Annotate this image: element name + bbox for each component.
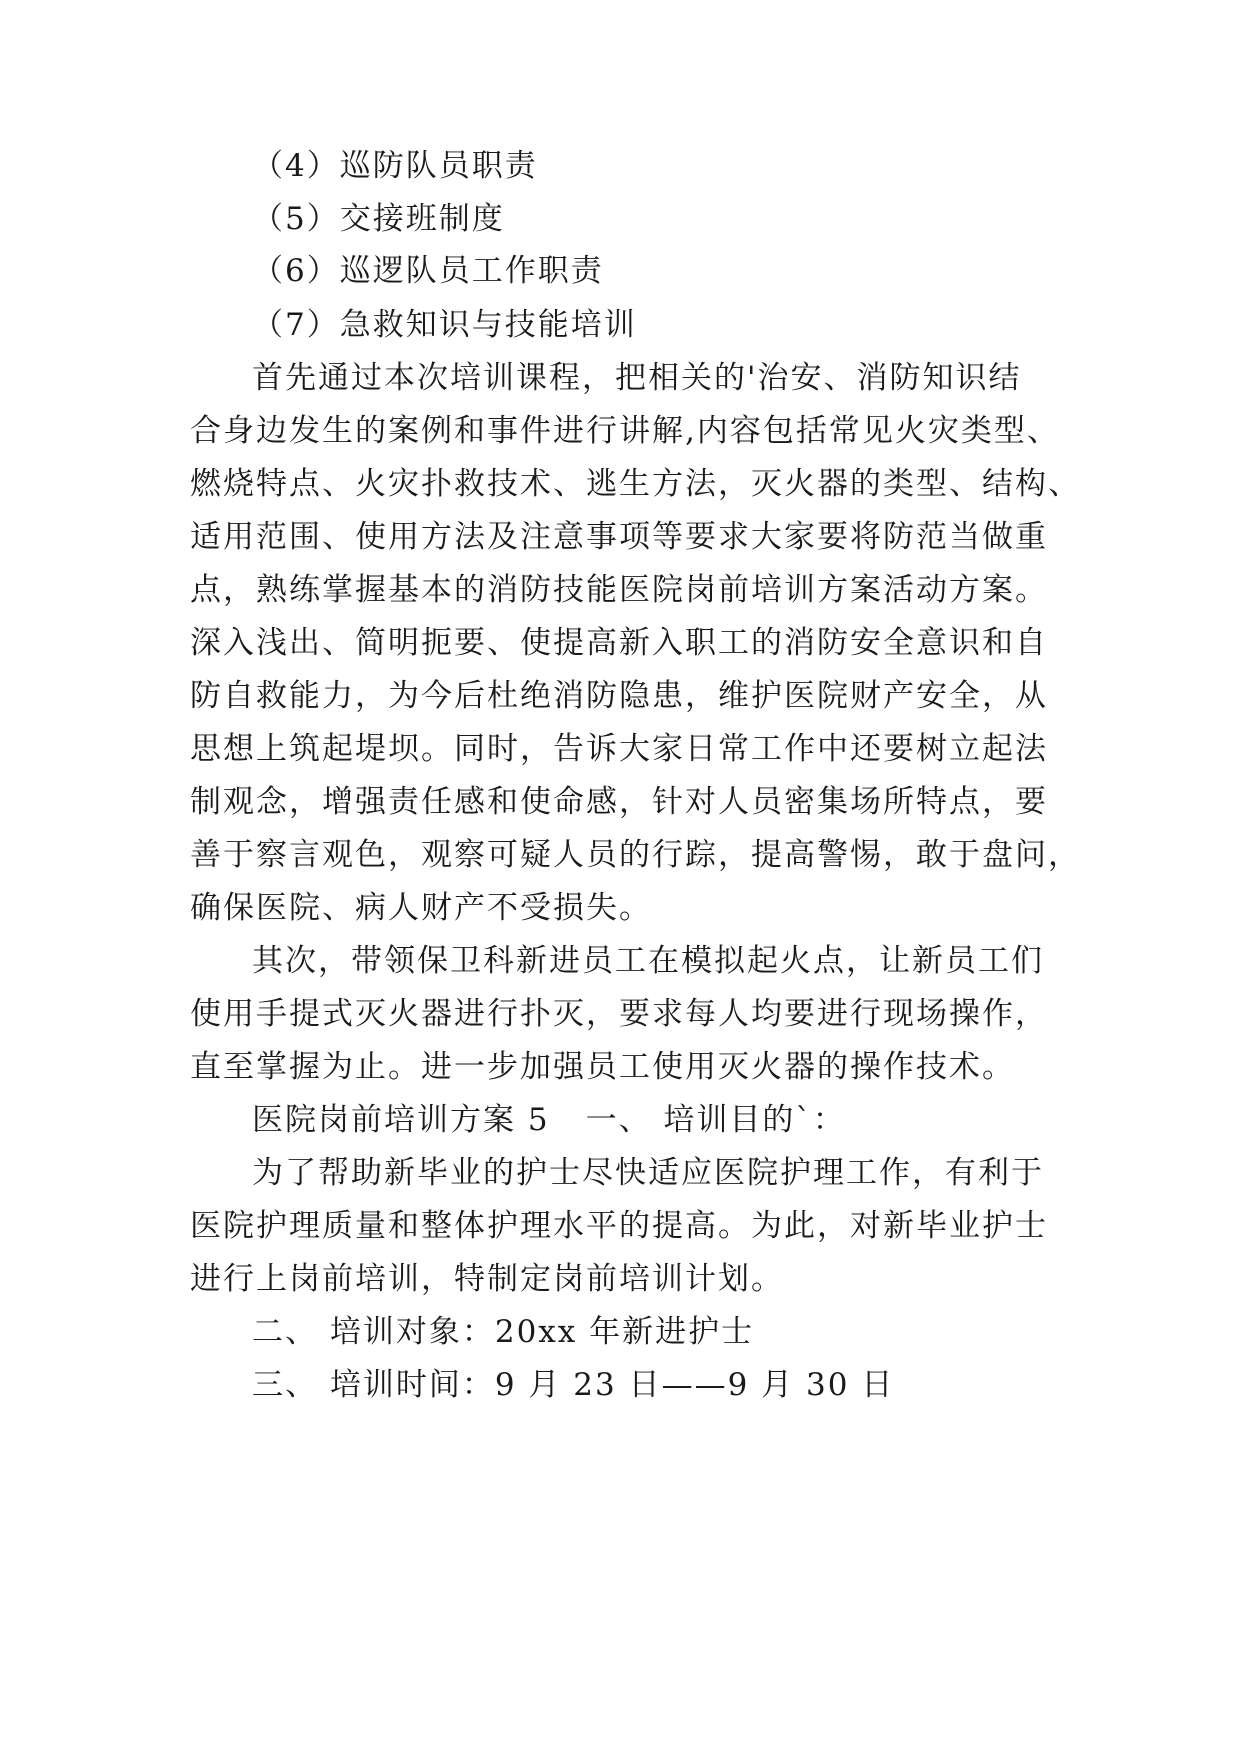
section-training-time: 三、 培训时间：9 月 23 日——9 月 30 日 xyxy=(252,1367,895,1403)
list-item-4: （4）巡防队员职责 xyxy=(252,148,538,184)
section-training-target: 二、 培训对象：20xx 年新进护士 xyxy=(252,1314,755,1350)
paragraph-2-line: 使用手提式灭火器进行扑灭，要求每人均要进行现场操作， xyxy=(190,996,1048,1032)
paragraph-1-line: 首先通过本次培训课程，把相关的'治安、消防知识结 xyxy=(252,360,1022,396)
paragraph-1-line: 燃烧特点、火灾扑救技术、逃生方法，灭火器的类型、结构、 xyxy=(190,466,1081,502)
paragraph-1-line: 防自救能力，为今后杜绝消防隐患，维护医院财产安全，从 xyxy=(190,678,1048,714)
section-heading xyxy=(252,1100,1132,1140)
paragraph-2-line: 直至掌握为止。进一步加强员工使用灭火器的操作技术。 xyxy=(190,1049,1015,1085)
paragraph-1-line: 适用范围、使用方法及注意事项等要求大家要将防范当做重 xyxy=(190,519,1048,555)
paragraph-1-line: 思想上筑起堤坝。同时，告诉大家日常工作中还要树立起法 xyxy=(190,731,1048,767)
paragraph-1-line: 制观念，增强责任感和使命感，针对人员密集场所特点，要 xyxy=(190,784,1048,820)
paragraph-3-line: 医院护理质量和整体护理水平的提高。为此，对新毕业护士 xyxy=(190,1208,1048,1244)
paragraph-2-line: 其次，带领保卫科新进员工在模拟起火点，让新员工们 xyxy=(252,943,1044,979)
heading-plan-title: 医院岗前培训方案 5 xyxy=(252,1102,550,1138)
paragraph-1-line: 深入浅出、简明扼要、使提高新入职工的消防安全意识和自 xyxy=(190,625,1048,661)
paragraph-1-line: 点，熟练掌握基本的消防技能医院岗前培训方案活动方案。 xyxy=(190,572,1048,608)
list-item-6: （6）巡逻队员工作职责 xyxy=(252,253,604,289)
list-item-7: （7）急救知识与技能培训 xyxy=(252,307,637,343)
list-item-5: （5）交接班制度 xyxy=(252,201,505,237)
paragraph-1-line: 善于察言观色，观察可疑人员的行踪，提高警惕，敢于盘问， xyxy=(190,837,1081,873)
heading-training-purpose: 一、 培训目的`： xyxy=(585,1102,846,1138)
paragraph-1-line: 合身边发生的案例和事件进行讲解,内容包括常见火灾类型、 xyxy=(190,413,1060,449)
paragraph-3-line: 进行上岗前培训，特制定岗前培训计划。 xyxy=(190,1261,784,1297)
paragraph-1-line: 确保医院、病人财产不受损失。 xyxy=(190,890,652,926)
paragraph-3-line: 为了帮助新毕业的护士尽快适应医院护理工作，有利于 xyxy=(252,1155,1044,1191)
